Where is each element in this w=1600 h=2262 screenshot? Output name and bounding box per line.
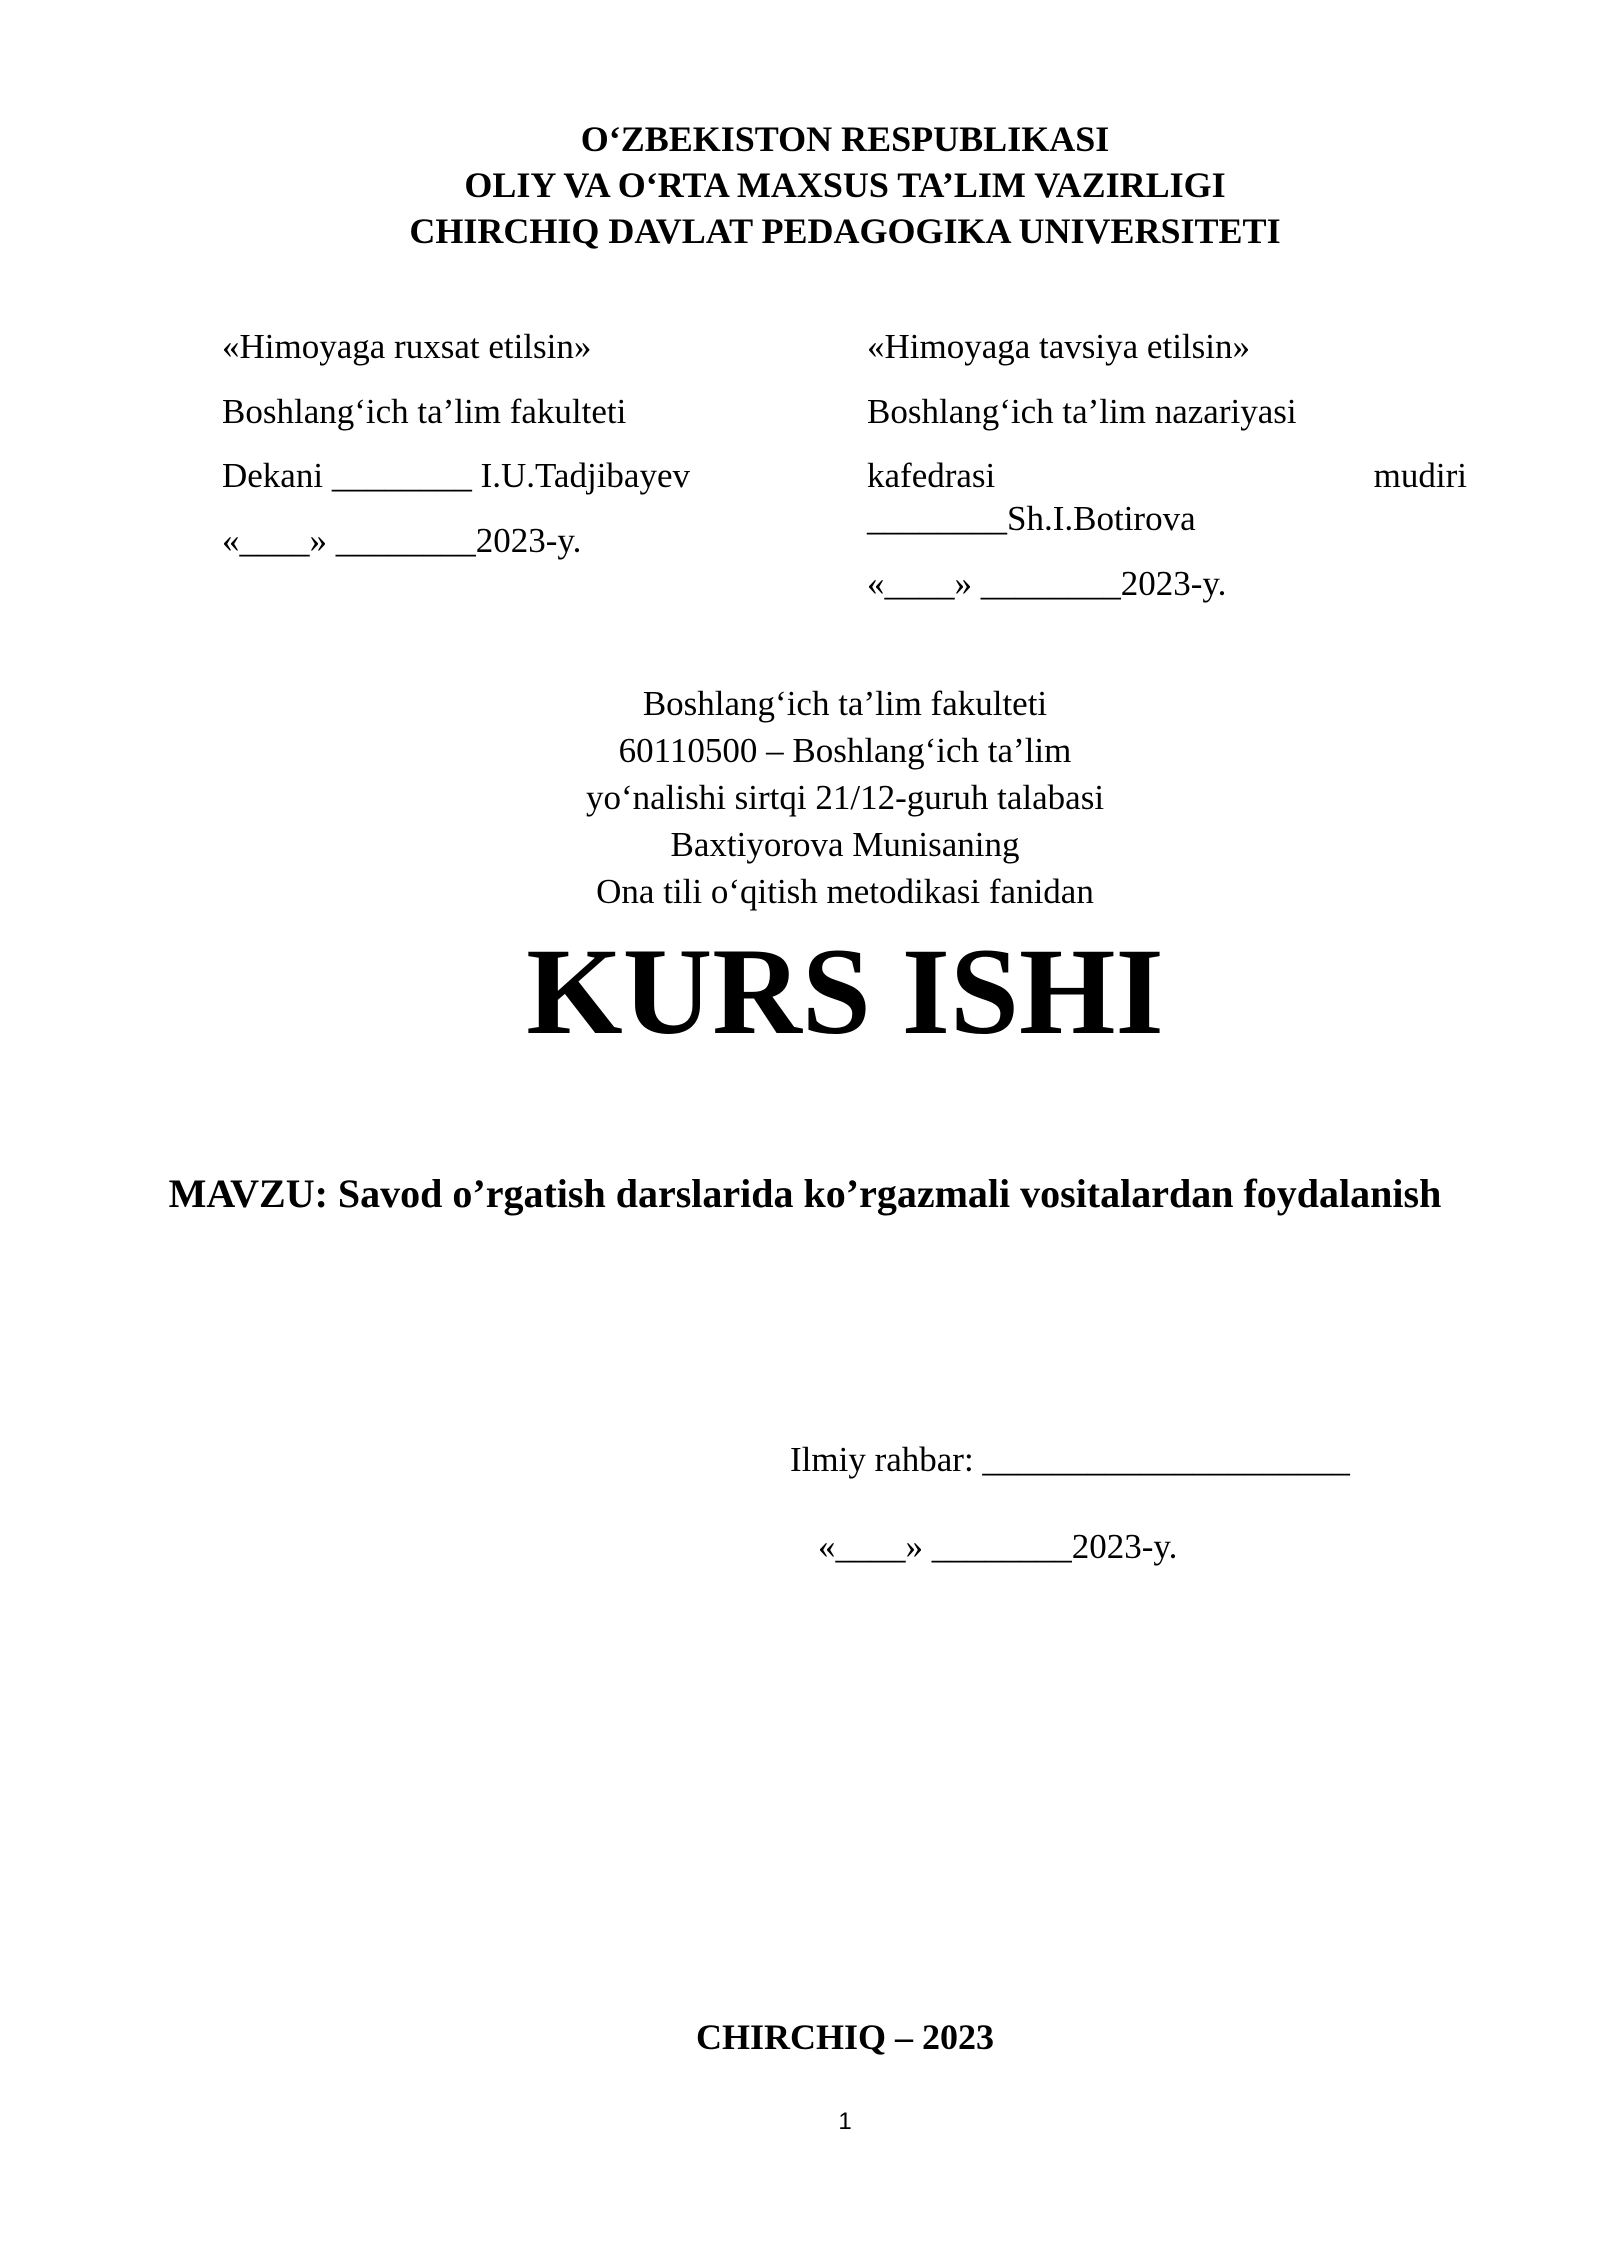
- student-info: [0, 680, 1600, 915]
- approval-left-dean: Dekani ________ I.U.Tadjibayev: [222, 456, 690, 495]
- heading-line-university: CHIRCHIQ DAVLAT PEDAGOGIKA UNIVERSITETI: [409, 211, 1281, 251]
- approval-right-department: Boshlang‘ich ta’lim nazariyasi: [867, 392, 1297, 431]
- approval-left-faculty: Boshlang‘ich ta’lim fakulteti: [222, 392, 627, 431]
- ministry-heading: [0, 116, 1600, 254]
- topic: MAVZU: Savod o’rgatish darslarida ko’rgazmali vositalardan foydalanish: [168, 1171, 1442, 1216]
- heading-line-ministry: OLIY VA O‘RTA MAXSUS TA’LIM VAZIRLIGI: [464, 165, 1226, 205]
- approval-right-date: «____» ________2023-y.: [867, 564, 1227, 603]
- mudiri-word: mudiri: [1373, 456, 1467, 495]
- approval-right-signer: ________Sh.I.Botirova: [867, 499, 1196, 538]
- document-title: KURS ISHI: [526, 923, 1164, 1060]
- city-year: CHIRCHIQ – 2023: [695, 2017, 995, 2057]
- page-number: 1: [838, 2108, 852, 2135]
- supervisor-date: «____» ________2023-y.: [818, 1527, 1178, 1566]
- student-faculty: Boshlang‘ich ta’lim fakulteti: [642, 684, 1048, 723]
- approval-right-title: «Himoyaga tavsiya etilsin»: [867, 327, 1250, 366]
- student-subject: Ona tili o‘qitish metodikasi fanidan: [596, 872, 1094, 911]
- student-group: yo‘nalishi sirtqi 21/12-guruh talabasi: [585, 778, 1105, 817]
- supervisor-label: Ilmiy rahbar: _____________________: [790, 1440, 1350, 1479]
- approval-left-title: «Himoyaga ruxsat etilsin»: [222, 327, 592, 366]
- approval-left-date: «____» ________2023-y.: [222, 521, 582, 560]
- student-program: 60110500 – Boshlang‘ich ta’lim: [618, 731, 1072, 770]
- kafedra-word: kafedrasi: [867, 456, 996, 495]
- heading-line-republic: O‘ZBEKISTON RESPUBLIKASI: [580, 119, 1110, 159]
- student-name: Baxtiyorova Munisaning: [670, 825, 1020, 864]
